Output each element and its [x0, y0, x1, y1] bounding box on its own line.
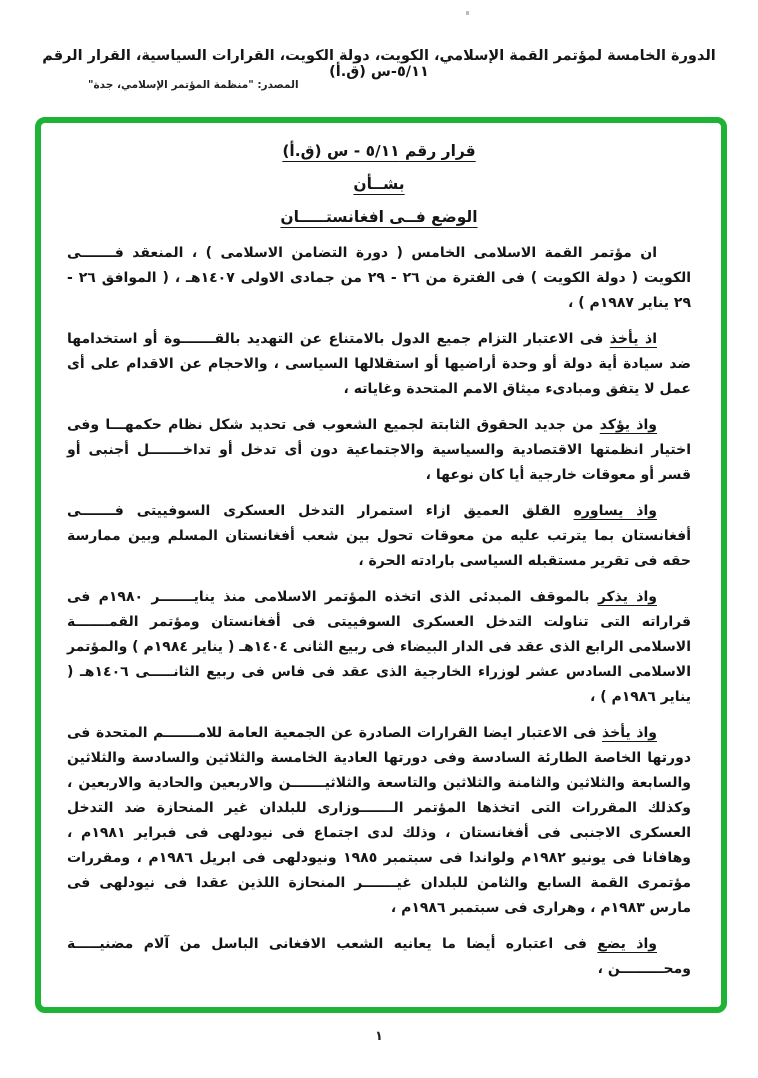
- paragraph-text: بالموقف المبدئى الذى اتخذه المؤتمر الاسلامى منذ ينايـــــــر ١٩٨٠م فى قراراته التى تناولت التدخل العسكرى السوفييتى فى أفغانستان ومؤتمر القمـــــــة الاسلامى الرابع الذى عقد فى الدار البيضاء فى ربيع الثانى ١٤٠٤هـ ( يناير ١٩٨٤م ) والمؤتمر الاسلامى السادس عشر لوزراء الخارجية الذى عقد فى فاس فى ربيع الثانـــــى ١٤٠٦هـ ( يناير ١٩٨٦م ) ،: [67, 589, 692, 705]
- paragraph-preamble: [67, 241, 691, 316]
- resolution-frame: [35, 117, 727, 1013]
- page-number: ١: [375, 1029, 383, 1044]
- paragraph-clause-6: [67, 932, 691, 982]
- citation-header: الدورة الخامسة لمؤتمر القمة الإسلامي، الكويت، دولة الكويت، القرارات السياسية، القرار الرقم ٥/١١-س (ق.أ): [42, 48, 716, 80]
- resolution-body: [67, 241, 691, 982]
- paragraph-lead: واذ يساوره: [573, 503, 657, 519]
- resolution-title-block: [67, 141, 691, 227]
- paragraph-lead: واذ يذكر: [597, 589, 657, 605]
- paragraph-lead: واذ يضع: [597, 936, 657, 952]
- paragraph-clause-3: [67, 499, 691, 574]
- paragraph-lead: واذ يأخذ: [602, 725, 658, 741]
- paragraph-text: ان مؤتمر القمة الاسلامى الخامس ( دورة التضامن الاسلامى ) ، المنعقد فـــــــى الكويت ( دولة الكويت ) فى الفترة من ٢٦ - ٢٩ من جمادى الاولى ١٤٠٧هـ ، ( الموافق ٢٦ - ٢٩ يناير ١٩٨٧م ) ،: [67, 245, 692, 311]
- resolution-number-title: قرار رقم ٥/١١ - س (ق.أ): [282, 142, 476, 160]
- paragraph-text: فى الاعتبار ايضا القرارات الصادرة عن الجمعية العامة للامـــــــم المتحدة فى دورتها الخاصة الطارئة السادسة وفى دورتها العادية الخامسة والثلاثين والسادسة والثلاثين والسابعة والثلاثين والثامنة والثلاثين والتاسعة والثلاثيـــــــن والاربعين والحادية والاربعين ، وكذلك المقررات التى اتخذها المؤتمر الـــــــوزارى للبلدان غير المنحازة ضد التدخل العسكرى الاجنبى فى أفغانستان ، وذلك لدى اجتماع فى نيودلهى فى فبراير ١٩٨١م ، وهافانا فى يونيو ١٩٨٢م ولواندا فى سبتمبر ١٩٨٥ ونيودلهى فى ابريل ١٩٨٦م ، ومقررات مؤتمرى القمة السابع والثامن للبلدان غيـــــــر المنحازة اللذين عقدا فى نيودلهى فى مارس ١٩٨٣م ، وهرارى فى سبتمبر ١٩٨٦م ،: [67, 725, 691, 916]
- scan-artifact-mark: [466, 11, 469, 15]
- paragraph-text: القلق العميق ازاء استمرار التدخل العسكرى السوفييتى فـــــــى أفغانستان بما يترتب عليه من معوقات تحول بين شعب أفغانستان المسلم وبين ممارسة حقه فى تقرير مستقبله السياسى بارادته الحرة ،: [67, 503, 691, 569]
- paragraph-lead: اذ يأخذ: [609, 331, 657, 347]
- paragraph-lead: واذ يؤكد: [599, 417, 657, 433]
- paragraph-clause-2: [67, 413, 691, 488]
- paragraph-text: فى الاعتبار التزام جميع الدول بالامتناع عن التهديد بالقـــــــوة أو استخدامها ضد سيادة أية دولة أو وحدة أراضيها أو استقلالها السياسى ، والاحجام عن الاقدام على أى عمل لا يتفق ومبادىء ميثاق الامم المتحدة وغاياته ،: [67, 331, 691, 397]
- resolution-regarding-title: بشــأن: [353, 175, 405, 193]
- paragraph-text: من جديد الحقوق الثابتة لجميع الشعوب فى تحديد شكل نظام حكمهـــا وفى اختيار انظمتها الاقتصادية والسياسية والاجتماعية دون أى تدخل أو تداخـــــــل أجنبى أو قسر أو معوقات خارجية أيا كان نوعها ،: [67, 417, 691, 483]
- resolution-subject-title: الوضع فــى افغانستـــــان: [280, 208, 478, 226]
- paragraph-clause-5: [67, 721, 691, 921]
- source-line: المصدر: "منظمة المؤتمر الإسلامي، جدة": [88, 79, 299, 91]
- paragraph-text: فى اعتباره أيضا ما يعانيه الشعب الافغانى الباسل من آلام مضنيـــــة ومحـــــــــن ،: [67, 936, 691, 977]
- paragraph-clause-1: [67, 327, 691, 402]
- paragraph-clause-4: [67, 585, 691, 710]
